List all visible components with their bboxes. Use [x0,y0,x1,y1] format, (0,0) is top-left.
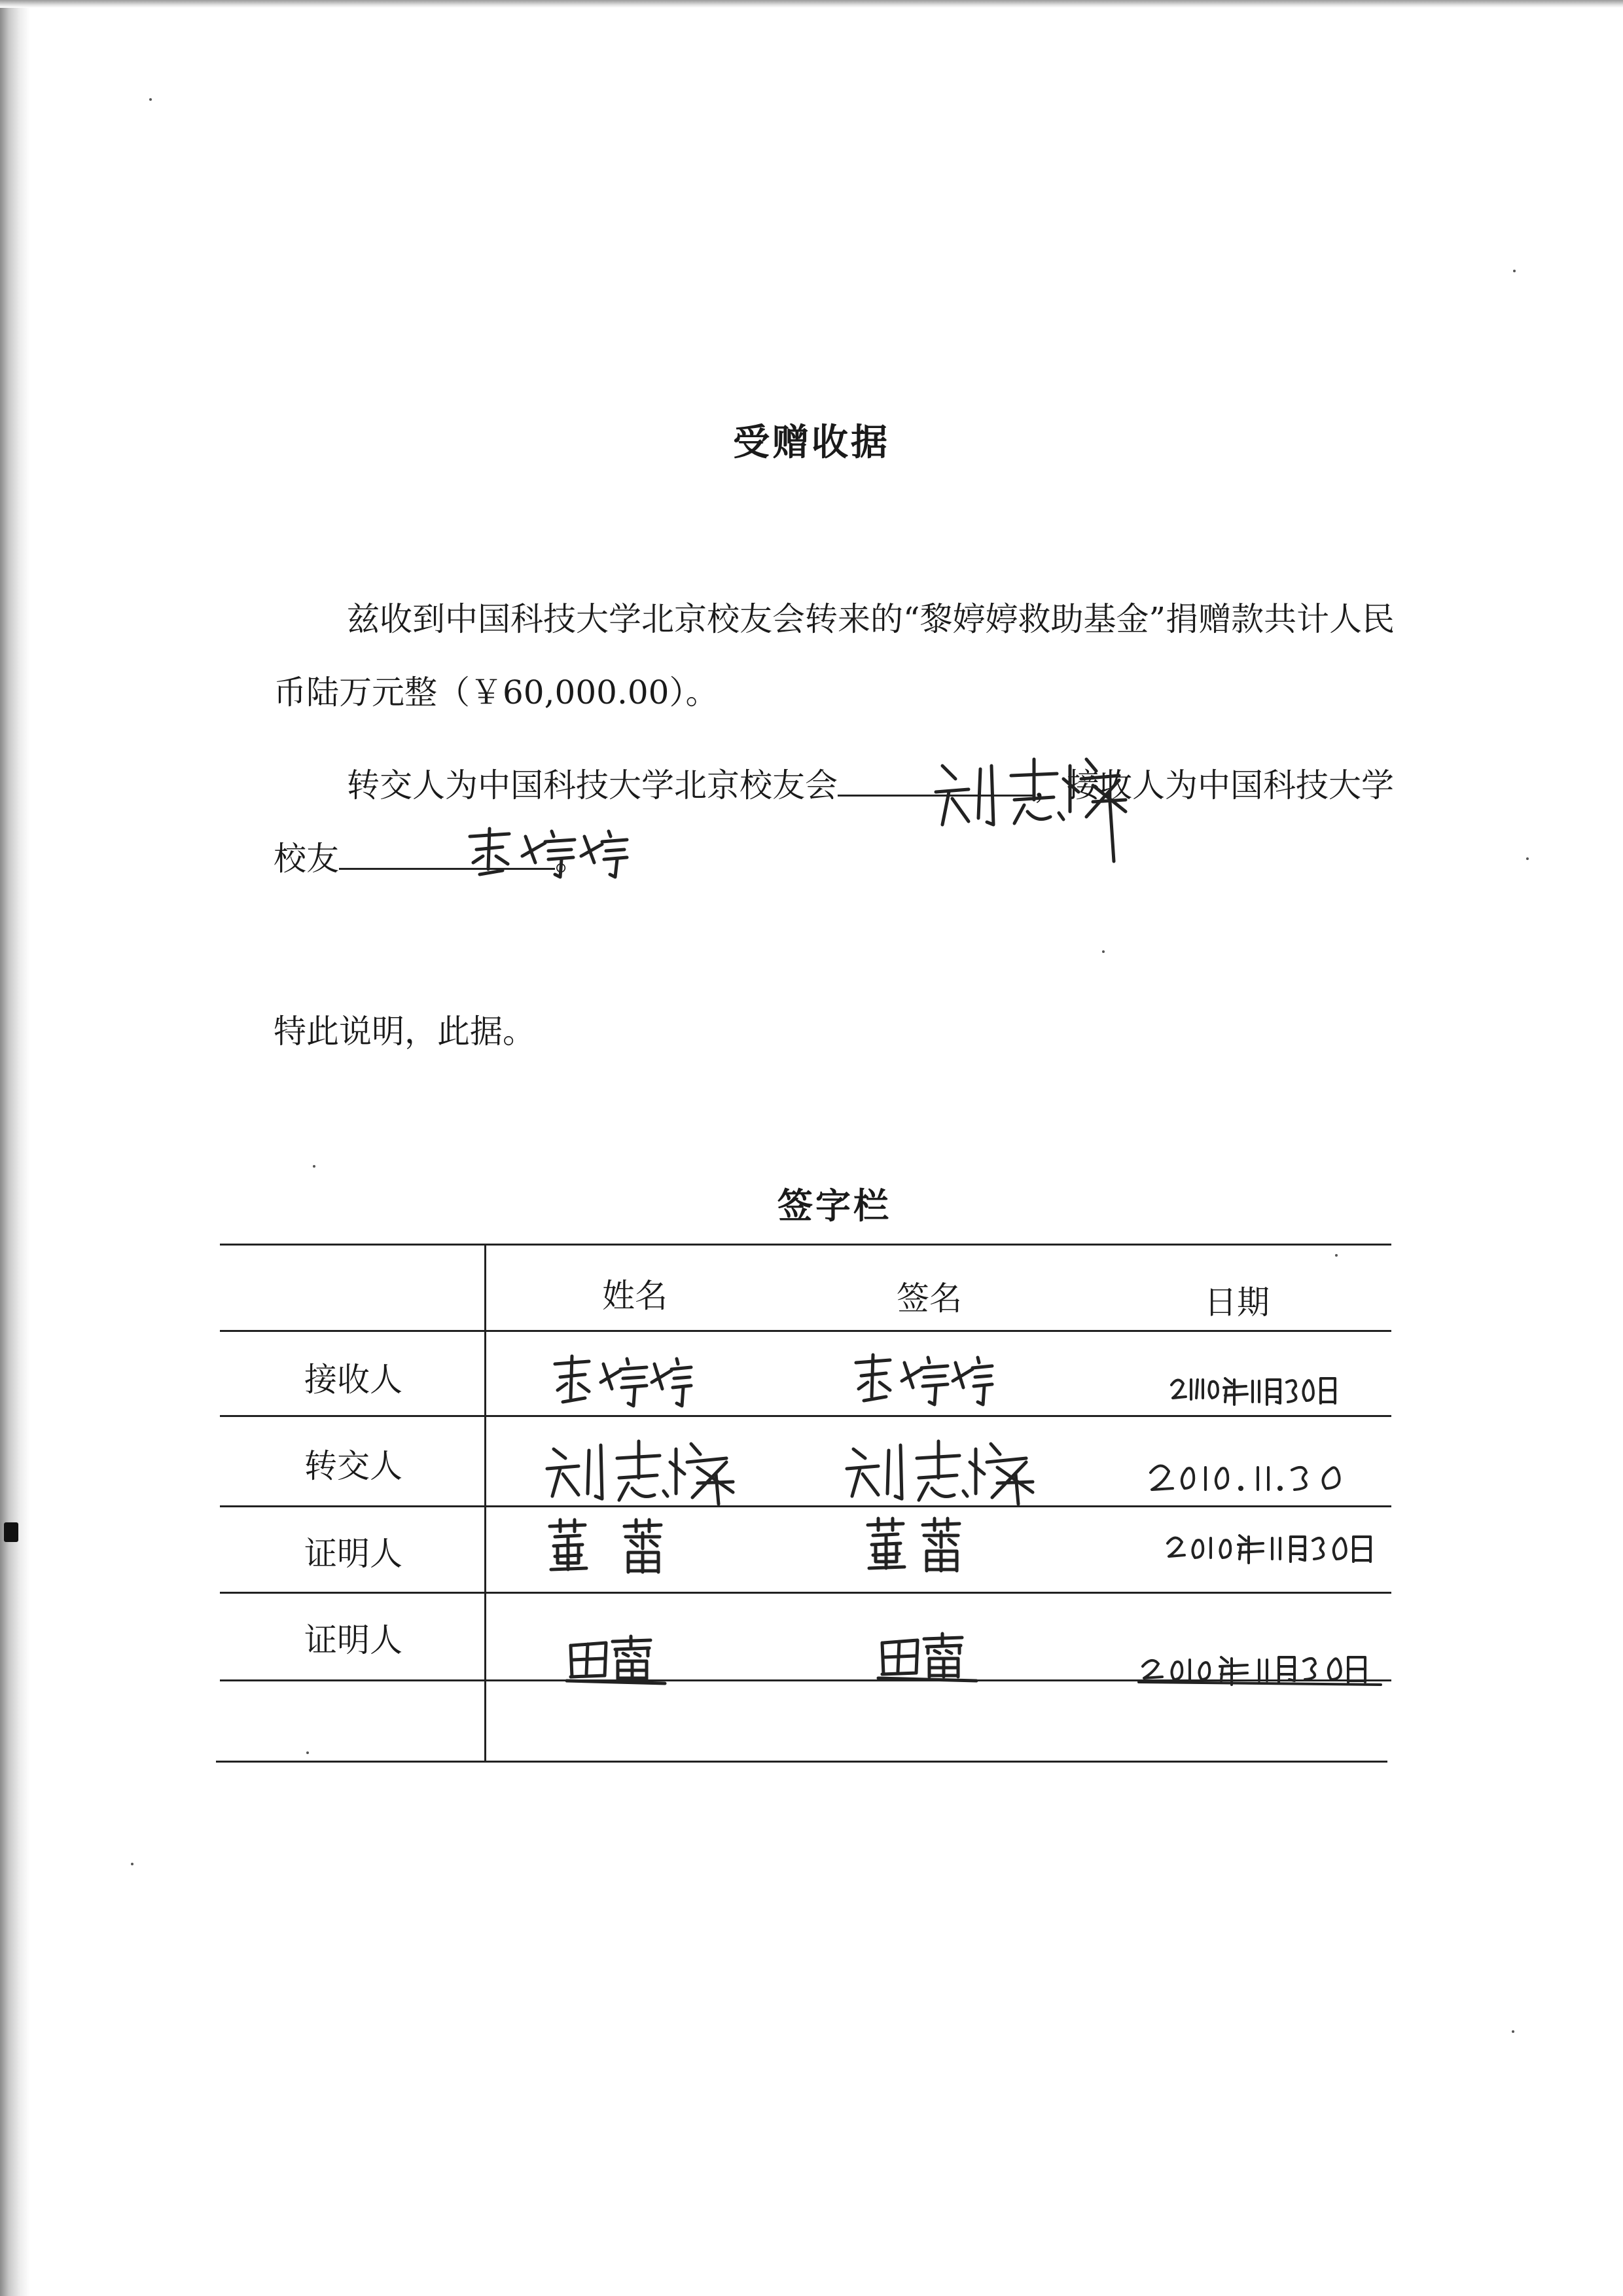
scan-speck [131,1863,134,1865]
document-title: 受赠收据 [733,422,890,464]
scan-edge-top [0,0,1623,8]
table-rule [220,1330,1391,1332]
scan-speck [1335,1254,1338,1257]
scan-speck [313,1165,315,1168]
scan-speck [1526,857,1529,860]
row-role-witness: 证明人 [304,1535,402,1573]
handwritten-transferor-signature [929,740,1139,870]
handwritten-date-witness-2 [1139,1649,1387,1689]
handwritten-date-witness-1 [1165,1529,1374,1568]
table-rule [216,1761,1387,1763]
signature-table-title: 签字栏 [777,1185,891,1227]
column-header-signature: 签名 [897,1280,962,1318]
parties-statement [274,749,1399,895]
handwritten-date-receiver [1169,1372,1352,1411]
scan-speck [1513,270,1516,272]
scan-speck [1102,950,1105,953]
receipt-statement: 兹收到中国科技大学北京校友会转来的“黎婷婷救助基金”捐赠款共计人民币陆万元整（￥60,000.00）。 [274,600,1395,711]
row-role-receiver: 接收人 [304,1361,402,1399]
table-rule [220,1505,1391,1507]
table-rule [220,1592,1391,1594]
handwritten-name-transferor [542,1436,738,1508]
table-rule [220,1415,1391,1417]
handwritten-name-receiver [550,1352,694,1411]
scan-speck [1512,2030,1514,2033]
column-header-name: 姓名 [602,1277,668,1315]
handwritten-signature-witness-1 [864,1516,995,1575]
scan-mark [4,1522,18,1542]
scan-speck [149,98,152,101]
handwritten-name-witness-2 [567,1634,671,1686]
handwritten-date-transferor [1147,1458,1356,1498]
table-rule [220,1244,1391,1246]
parties-suffix: 。 [555,840,588,878]
handwritten-signature-witness-2 [878,1631,983,1683]
scan-speck [306,1751,309,1754]
handwritten-receiver-signature [463,823,633,882]
closing-statement: 特此说明，此据。 [274,1013,535,1050]
row-role-transferor: 转交人 [304,1447,402,1485]
table-vrule [484,1244,486,1762]
parties-middle: ，接收人为中国科技大学校友 [274,766,1394,878]
scan-edge-left [0,0,30,2296]
handwritten-name-witness-1 [546,1517,677,1576]
row-role-witness: 证明人 [304,1621,402,1659]
column-header-date: 日期 [1204,1283,1270,1321]
handwritten-signature-transferor [842,1436,1038,1508]
parties-prefix: 转交人为中国科技大学北京校友会 [347,766,838,804]
handwritten-signature-receiver [851,1351,995,1410]
